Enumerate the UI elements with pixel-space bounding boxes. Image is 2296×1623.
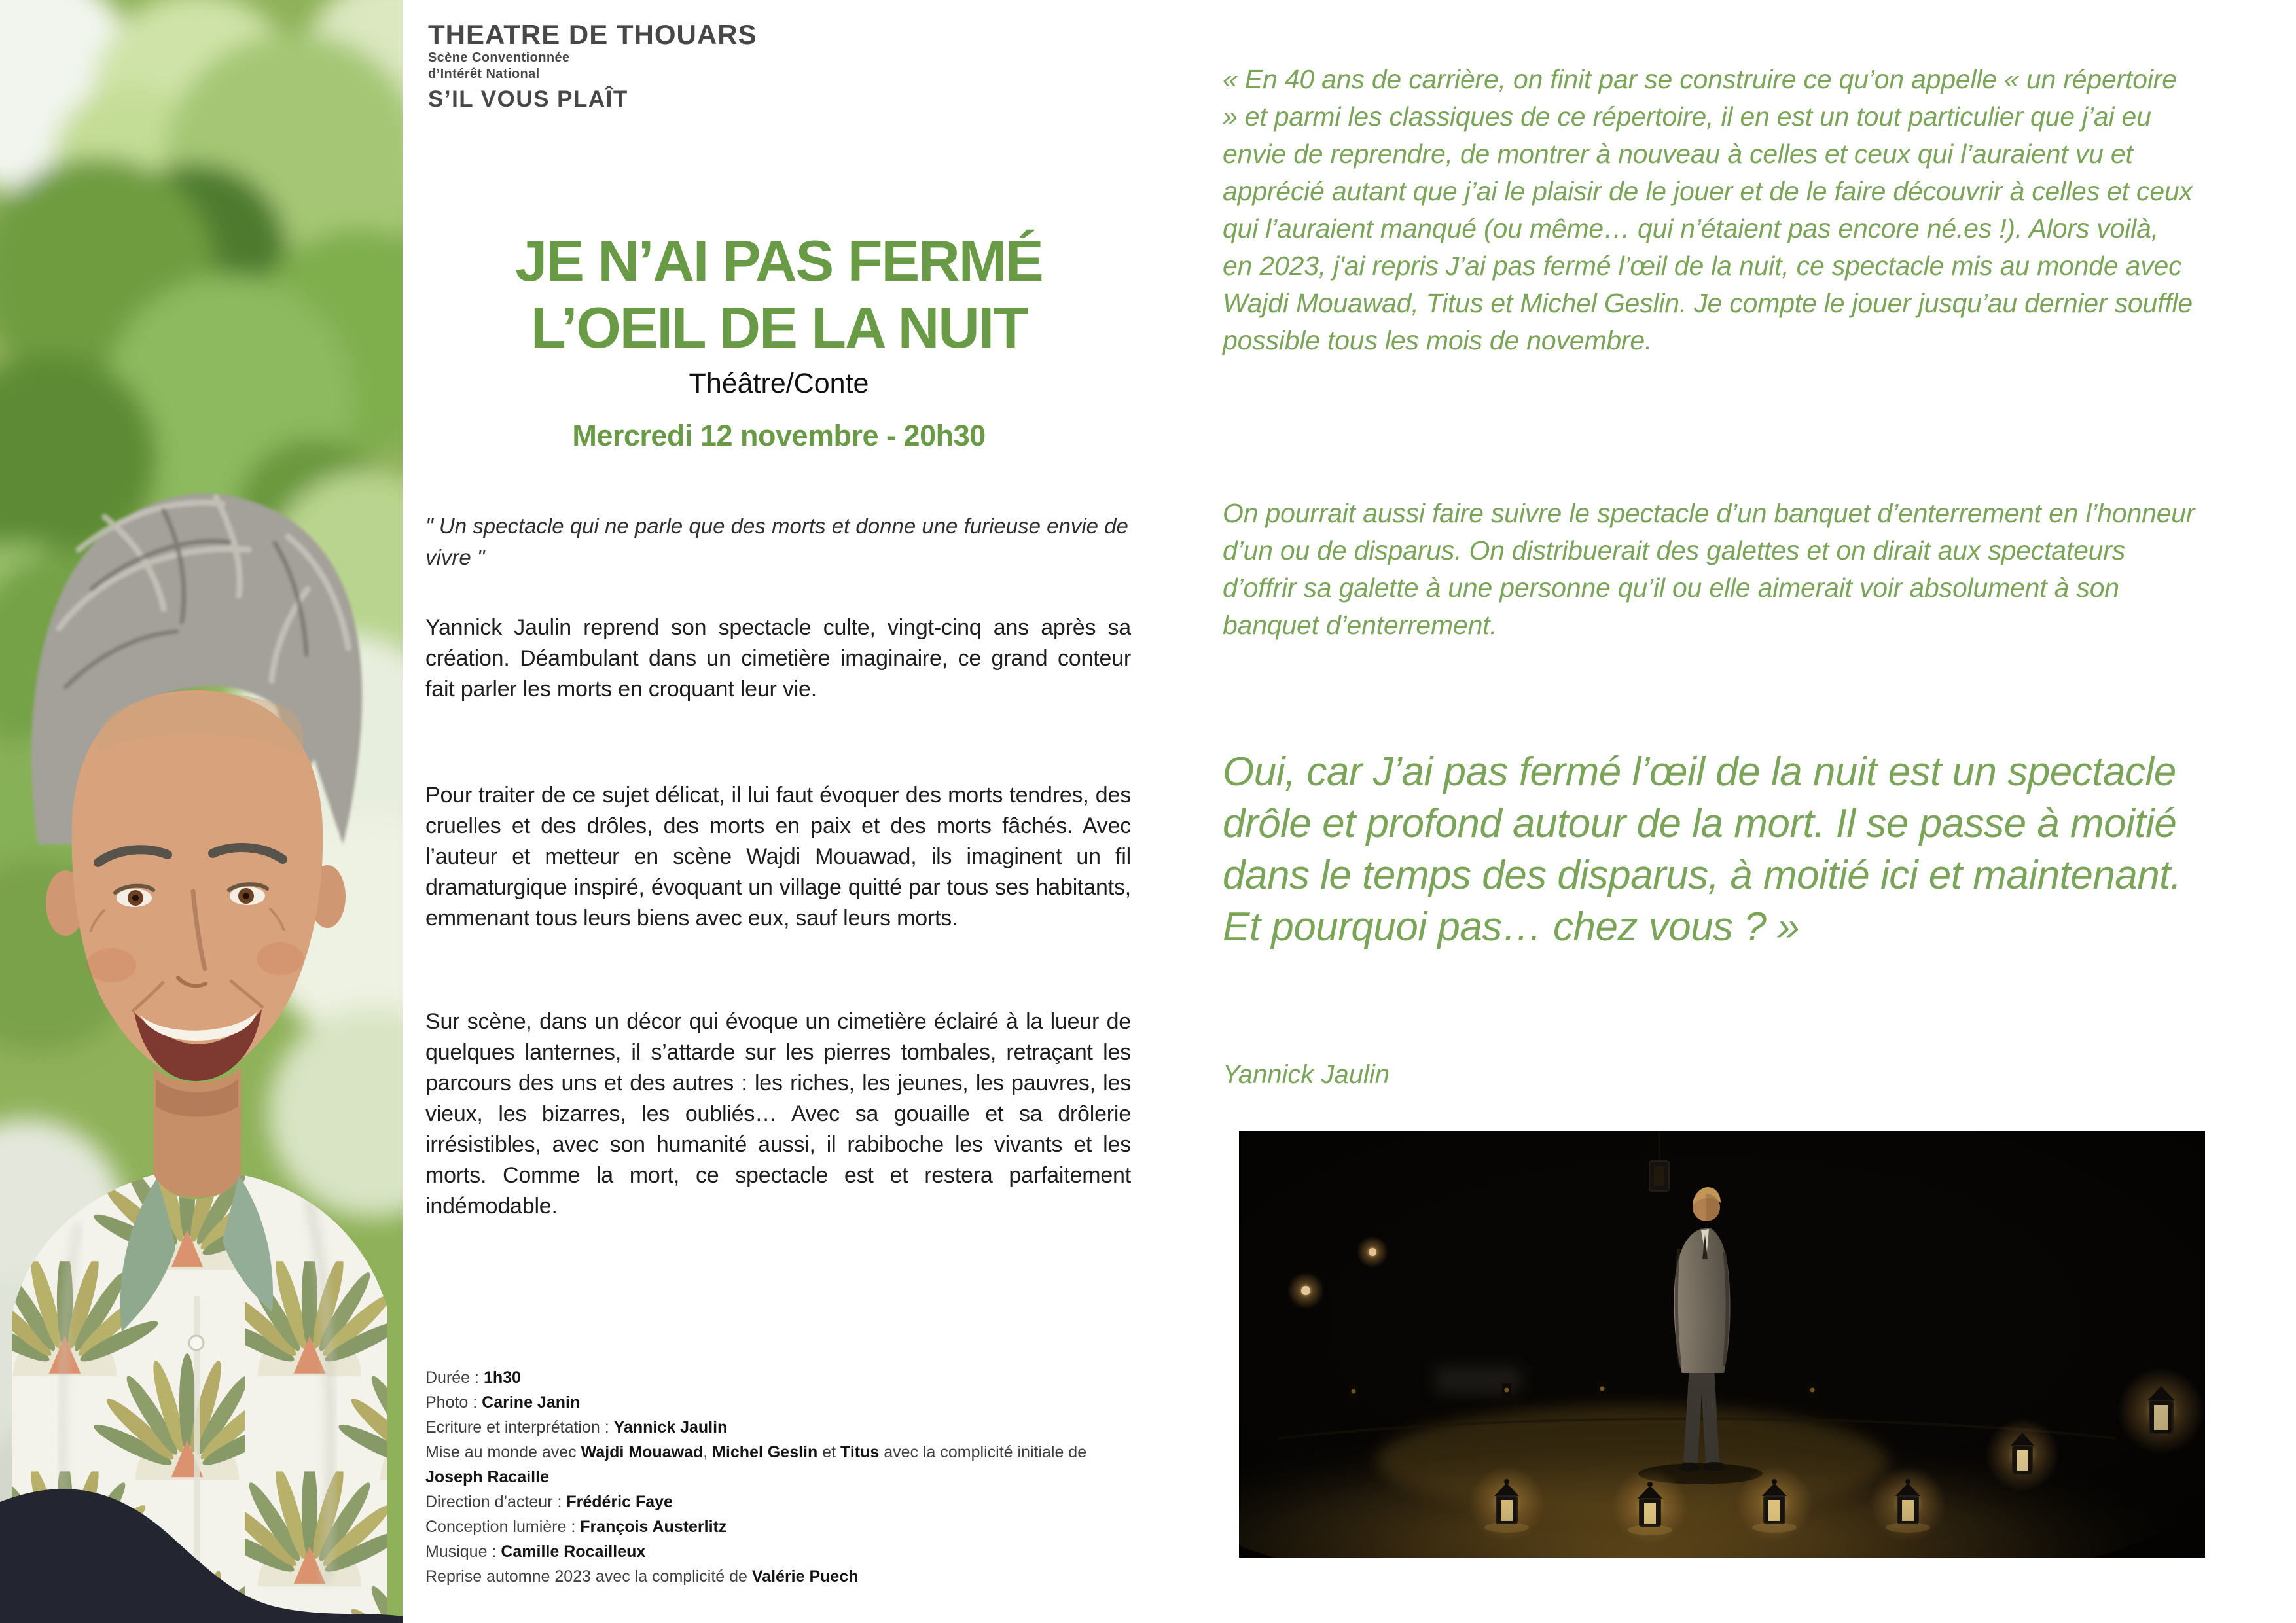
credit-line-revival [425,1564,1131,1589]
credit-value: Michel Geslin [712,1443,818,1461]
credit-value: 1h30 [483,1368,521,1387]
credit-label: Photo : [425,1393,482,1412]
body-paragraph-1: Yannick Jaulin reprend son spectacle culte, vingt-cinq ans après sa création. Déambulant dans un cimetière imaginaire, ce grand conteur fait parler les morts en croquant leur vie. [425,615,1131,702]
credit-value: Yannick Jaulin [613,1418,728,1436]
credit-line-writing [425,1415,1131,1440]
artist-quote-paragraph-1: « En 40 ans de carrière, on finit par se construire ce qu’on appelle « un répertoire » et parmi les classiques de ce répertoire, il en est un tout particulier que j’ai eu envie de reprendre, de montrer à nouveau à celles et ceux qui l’auraient vu et apprécié autant que j’ai le plaisir de le jouer et de le faire découvrir à celles et ceux qui l’auraient manqué (ou même… qui n’étaient pas encore né.es !). Alors voilà, en 2023, j'ai repris J’ai pas fermé l’œil de la nuit, ce spectacle mis au monde avec Wajdi Mouawad, Titus et Michel Geslin. Je compte le jouer jusqu’au dernier souffle possible tous les mois de novembre. [1223,64,2193,355]
logo-subtitle-line1: Scène Conventionnée [428,50,570,65]
credit-label: Direction d’acteur : [425,1493,567,1511]
press-quote: " Un spectacle qui ne parle que des morts et donne une furieuse envie de vivre " [425,514,1128,569]
logo-title: THEATRE DE THOUARS [428,19,757,50]
credit-value: Titus [840,1443,880,1461]
credit-line-lighting [425,1514,1131,1539]
stage-photo [1239,1131,2205,1558]
show-title-line2: L’OEIL DE LA NUIT [530,295,1028,360]
credit-line-creation [425,1440,1131,1489]
credit-line-direction [425,1489,1131,1514]
credit-value: Frédéric Faye [566,1493,673,1511]
quote-attribution: Yannick Jaulin [1223,1060,1390,1089]
credit-value: Camille Rocailleux [501,1543,646,1561]
portrait-photo [0,0,403,1623]
genre-label: Théâtre/Conte [689,368,869,399]
logo-tagline: S’IL VOUS PLAÎT [428,86,628,112]
credit-value: Carine Janin [482,1393,581,1412]
pull-quote: Oui, car J’ai pas fermé l’œil de la nuit est un spectacle drôle et profond autour de la mort. Il se passe à moitié dans le temps des disparus, à moitié ici et maintenant. Et pourquoi pas… chez vous ? » [1223,749,2181,950]
credit-label: Mise au monde avec [425,1443,581,1461]
credit-line-music [425,1539,1131,1564]
credit-value: Joseph Racaille [425,1468,549,1486]
theatre-logo [428,20,757,113]
date-time: Mercredi 12 novembre - 20h30 [572,419,986,452]
credit-label: avec la complicité initiale de [879,1443,1087,1461]
credit-label: Musique : [425,1543,501,1561]
logo-subtitle-line2: d’Intérêt National [428,67,540,81]
credit-label: Durée : [425,1368,484,1387]
credit-line-photo [425,1390,1131,1415]
credit-label: Ecriture et interprétation : [425,1418,614,1436]
portrait-illustration [0,0,403,1623]
credit-label: , [703,1443,713,1461]
credit-value: Wajdi Mouawad [581,1443,704,1461]
credit-value: Valérie Puech [751,1567,859,1586]
stage-illustration [1239,1131,2205,1558]
body-paragraph-2: Pour traiter de ce sujet délicat, il lui faut évoquer des morts tendres, des cruelles et des drôles, des morts en paix et des morts fâchés. Avec l’auteur et metteur en scène Wajdi Mouawad, ils imaginent un fil dramaturgique inspiré, évoquant un village quitté par tous ses habitants, emmenant tous leurs biens avec eux, sauf leurs morts. [425,783,1131,931]
credit-label: Conception lumière : [425,1518,581,1536]
right-page [1223,0,2198,1623]
vignette-overlay [1239,1131,2205,1558]
credit-line-duration [425,1365,1131,1390]
credit-value: François Austerlitz [580,1518,727,1536]
body-paragraph-3: Sur scène, dans un décor qui évoque un cimetière éclairé à la lueur de quelques lanternes, il s’attarde sur les pierres tombales, retraçant les parcours des uns et des autres : les riches, les jeunes, les pauvres, les vieux, les bizarres, les oubliés… Avec sa gouaille et sa drôlerie irrésistibles, avec son humanité aussi, il rabiboche les vivants et les morts. Comme la mort, ce spectacle est et restera parfaitement indémodable. [425,1009,1131,1219]
show-title-line1: JE N’AI PAS FERMÉ [515,228,1043,293]
left-page [425,0,1132,1623]
artist-quote-paragraph-2: On pourrait aussi faire suivre le spectacle d’un banquet d’enterrement en l’honneur d’un ou de disparus. On distribuerait des galettes et on dirait aux spectateurs d’offrir sa galette à une personne qu’il ou elle aimerait voir absolument à son banquet d’enterrement. [1223,498,2195,640]
credit-label: Reprise automne 2023 avec la complicité de [425,1567,752,1586]
show-title [425,228,1132,361]
credit-label: et [817,1443,841,1461]
credits-block [425,1365,1131,1589]
